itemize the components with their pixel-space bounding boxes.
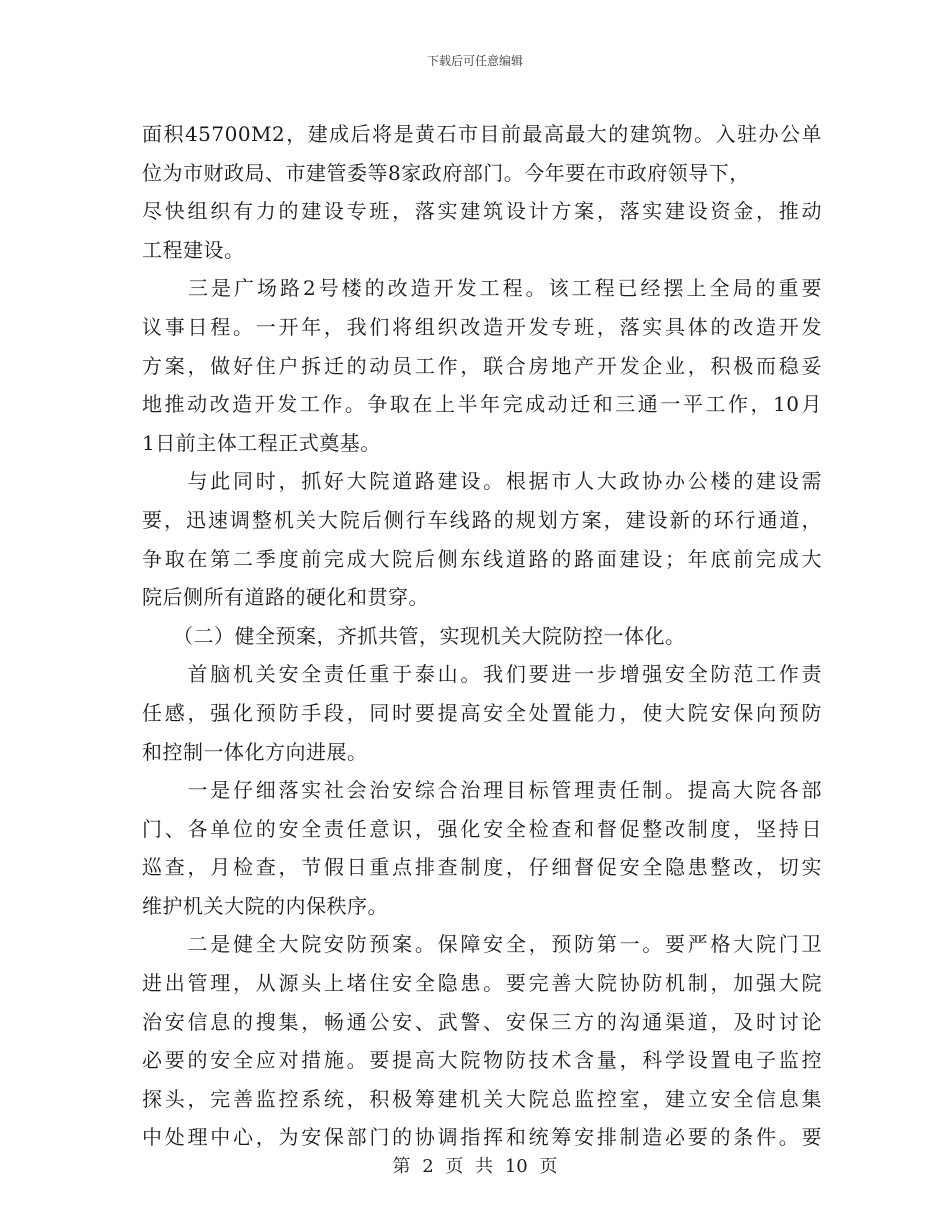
text-line: 首脑机关安全责任重于泰山。我们要进一步增强安全防范工作责 (142, 662, 822, 687)
text-line: 治安信息的搜集，畅通公安、武警、安保三方的沟通渠道，及时讨论 (142, 1009, 822, 1034)
text-line: 二是健全大院安防预案。保障安全，预防第一。要严格大院门卫 (142, 932, 822, 957)
text-line: 议事日程。一开年，我们将组织改造开发专班，落实具体的改造开发 (142, 314, 822, 339)
text-line: 和控制一体化方向进展。 (142, 739, 368, 764)
text-line: 位为市财政局、市建管委等8家政府部门。今年要在市政府领导下， (142, 160, 750, 185)
page-footer: 第 2 页 共 10 页 (392, 1156, 558, 1177)
document-body (142, 115, 822, 1157)
text-line: 面积45700M2，建成后将是黄石市目前最高最大的建筑物。入驻办公单 (142, 122, 822, 146)
text-line: 地推动改造开发工作。争取在上半年完成动迁和三通一平工作，10月 (142, 392, 822, 417)
text-line: 1日前主体工程正式奠基。 (142, 430, 381, 455)
text-line: 与此同时，抓好大院道路建设。根据市人大政协办公楼的建设需 (142, 469, 822, 494)
text-line: 要，迅速调整机关大院后侧行车线路的规划方案，建设新的环行通道， (142, 507, 822, 532)
text-line: 任感，强化预防手段，同时要提高安全处置能力，使大院安保向预防 (142, 700, 822, 725)
text-line: 维护机关大院的内保秩序。 (142, 893, 388, 918)
text-line: 工程建设。 (142, 237, 245, 262)
text-line: 三是广场路2号楼的改造开发工程。该工程已经摆上全局的重要 (142, 276, 822, 301)
text-line: 争取在第二季度前完成大院后侧东线道路的路面建设；年底前完成大 (142, 546, 822, 571)
text-line: 巡查，月检查，节假日重点排查制度，仔细督促安全隐患整改，切实 (142, 855, 822, 880)
text-line: 尽快组织有力的建设专班，落实建筑设计方案，落实建设资金，推动 (142, 199, 822, 224)
text-line: 进出管理，从源头上堵住安全隐患。要完善大院协防机制，加强大院 (142, 971, 822, 996)
text-line: 院后侧所有道路的硬化和贯穿。 (142, 585, 429, 610)
text-line: 方案，做好住户拆迁的动员工作，联合房地产开发企业，积极而稳妥 (142, 353, 822, 378)
text-line: 必要的安全应对措施。要提高大院物防技术含量，科学设置电子监控 (142, 1048, 822, 1073)
text-line: 中处理中心，为安保部门的协调指挥和统筹安排制造必要的条件。要 (142, 1125, 822, 1150)
text-line: 探头，完善监控系统，积极筹建机关大院总监控室，建立安全信息集 (142, 1086, 822, 1111)
text-line: 一是仔细落实社会治安综合治理目标管理责任制。提高大院各部 (142, 778, 822, 803)
text-line: （二）健全预案，齐抓共管，实现机关大院防控一体化。 (142, 623, 686, 648)
text-line: 门、各单位的安全责任意识，强化安全检查和督促整改制度，坚持日 (142, 816, 822, 841)
page-header: 下载后可任意编辑 (426, 54, 523, 68)
